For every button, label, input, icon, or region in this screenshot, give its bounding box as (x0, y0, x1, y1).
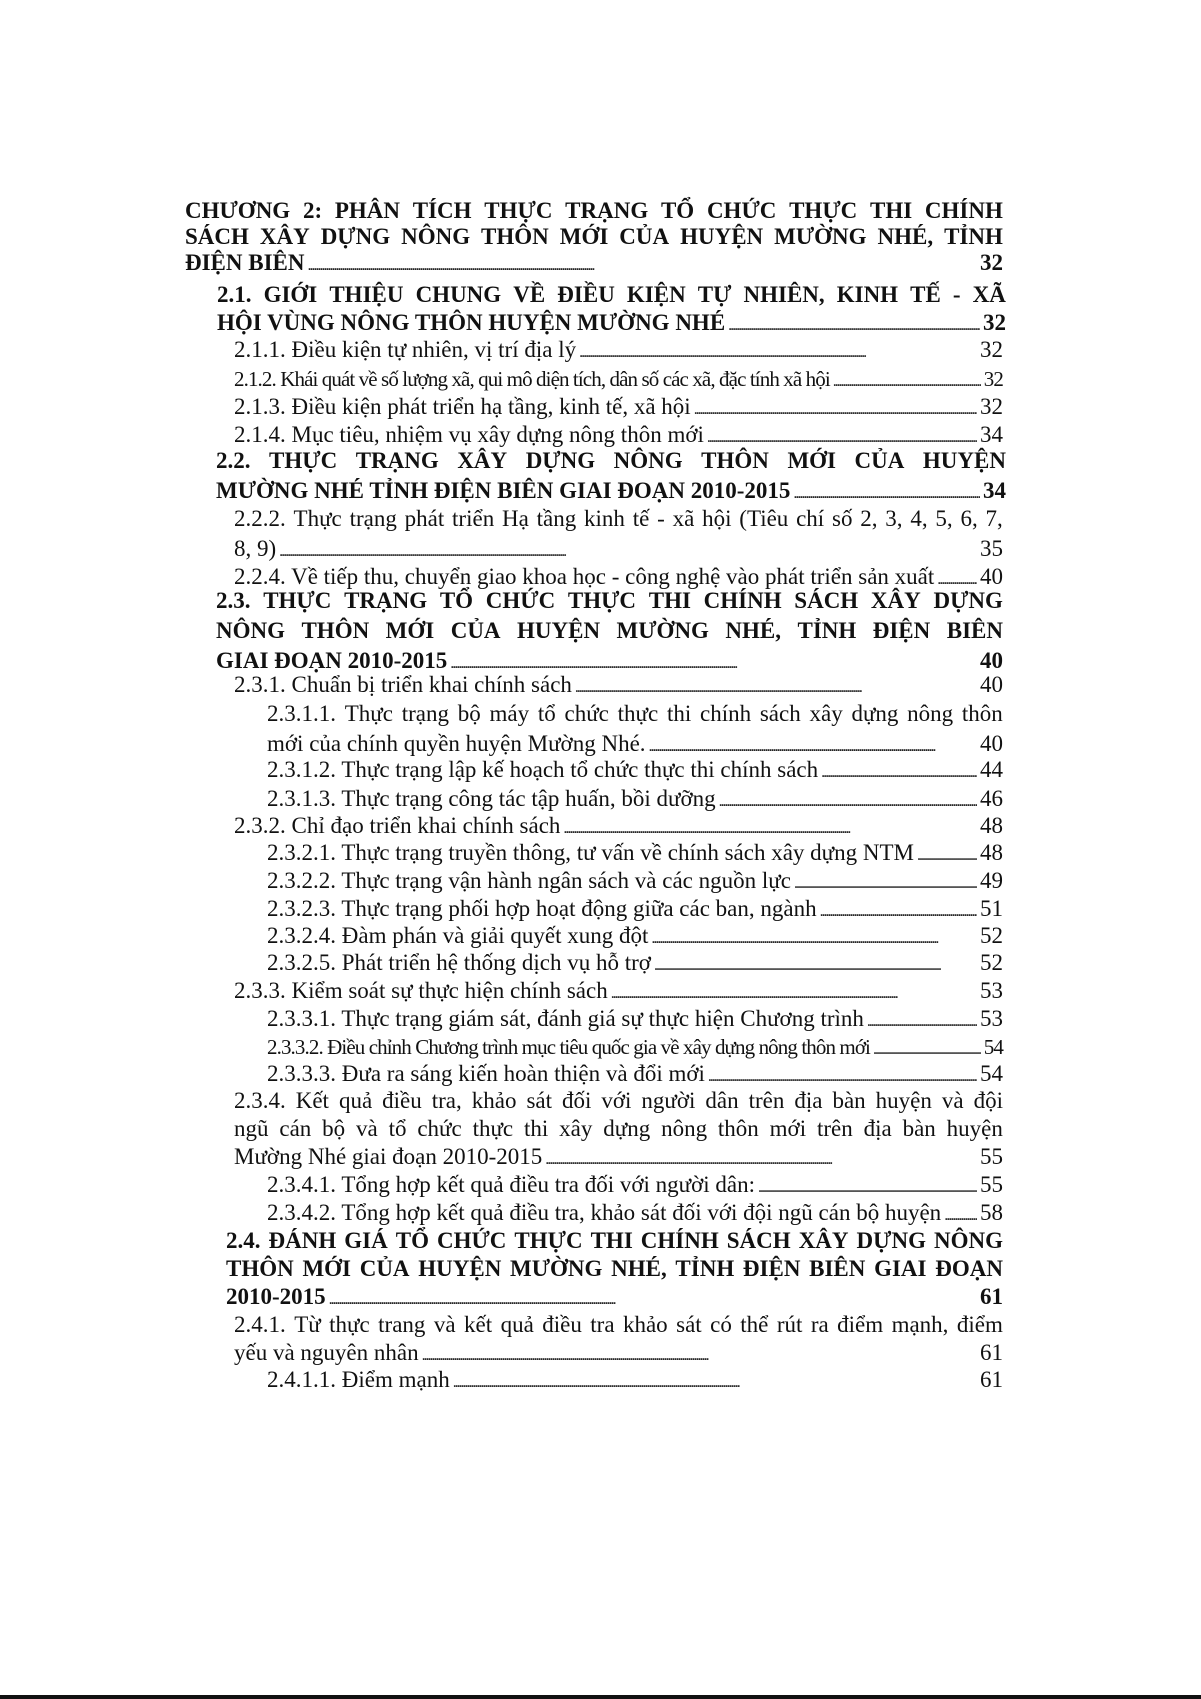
toc-entry[interactable] (234, 504, 1003, 564)
toc-entry-title: 2.3.2. Chỉ đạo triển khai chính sách (234, 813, 561, 838)
toc-entry-title: 2.1.1. Điều kiện tự nhiên, vị trí địa lý (234, 337, 577, 362)
toc-page-number: 40 (980, 564, 1003, 589)
toc-page-number: 32 (980, 394, 1003, 419)
toc-page-number: 35 (980, 536, 1003, 561)
toc-entry-text-line: 2.4. ĐÁNH GIÁ TỔ CHỨC THỰC THI CHÍNH SÁCH XÂY DỰNG NÔNG (226, 1228, 1003, 1253)
toc-page-number: 32 (983, 367, 1003, 391)
toc-entry[interactable] (185, 196, 1003, 276)
toc-entry-title: 2.3.2.4. Đàm phán và giải quyết xung đột (267, 923, 649, 948)
toc-entry-title: 2.1.4. Mục tiêu, nhiệm vụ xây dựng nông thôn mới (234, 422, 704, 447)
toc-entry[interactable] (267, 838, 1003, 868)
toc-entry[interactable] (234, 1086, 1003, 1172)
toc-page-number: 48 (980, 813, 1003, 838)
dot-leader (873, 1032, 981, 1062)
dot-leader (279, 534, 977, 564)
toc-page-number: 54 (980, 1061, 1003, 1086)
toc-page-number: 58 (980, 1200, 1003, 1225)
toc-page-number: 32 (983, 310, 1006, 335)
toc-entry[interactable] (267, 1365, 1003, 1395)
toc-page-number: 61 (980, 1367, 1003, 1392)
dot-leader (422, 1338, 977, 1368)
toc-entry-title: 2.3.1. Chuẩn bị triển khai chính sách (234, 672, 572, 697)
dot-leader (453, 1365, 977, 1395)
toc-entry-title: 2.1.3. Điều kiện phát triển hạ tầng, kinh tế, xã hội (234, 394, 691, 419)
toc-page-number: 49 (980, 868, 1003, 893)
dot-leader (654, 948, 977, 978)
toc-page-number: 53 (980, 1006, 1003, 1031)
dot-leader (563, 811, 977, 841)
toc-entry[interactable] (267, 894, 1003, 924)
toc-entry-title: ĐIỆN BIÊN (185, 250, 305, 275)
toc-entry-title: HỘI VÙNG NÔNG THÔN HUYỆN MƯỜNG NHÉ (217, 310, 726, 335)
dot-leader (545, 1142, 977, 1172)
dot-leader (708, 1059, 977, 1089)
toc-entry-text-line: THÔN MỚI CỦA HUYỆN MƯỜNG NHÉ, TỈNH ĐIỆN BIÊN GIAI ĐOẠN (226, 1256, 1003, 1281)
toc-entry[interactable] (267, 1032, 1003, 1062)
dot-leader (917, 838, 977, 868)
toc-entry-title: 2.3.4.1. Tổng hợp kết quả điều tra đối với người dân: (267, 1172, 756, 1197)
toc-page-number: 34 (983, 478, 1006, 503)
toc-entry-title: 2.4.1.1. Điểm mạnh (267, 1367, 450, 1392)
toc-page-number: 40 (980, 648, 1003, 673)
toc-page-number: 55 (980, 1172, 1003, 1197)
toc-entry-title: 2.3.2.3. Thực trạng phối hợp hoạt động giữa các ban, ngành (267, 896, 817, 921)
toc-entry[interactable] (234, 1310, 1003, 1368)
dot-leader (651, 921, 977, 951)
toc-page-number: 40 (980, 672, 1003, 697)
toc-page-number: 46 (980, 786, 1003, 811)
toc-page-number: 61 (980, 1340, 1003, 1365)
dot-leader (579, 335, 977, 365)
toc-entry[interactable] (216, 586, 1003, 676)
dot-leader (575, 670, 977, 700)
toc-entry-text-line: 2.3.4. Kết quả điều tra, khảo sát đối với người dân trên địa bàn huyện và đội (234, 1088, 1003, 1113)
toc-entry[interactable] (267, 699, 1003, 757)
toc-page-number: 32 (980, 337, 1003, 362)
toc-page-number: 52 (980, 950, 1003, 975)
toc-entry[interactable] (234, 335, 1003, 365)
toc-page-number: 61 (980, 1284, 1003, 1309)
dot-leader (944, 1198, 977, 1228)
toc-entry-text-line: 2.2. THỰC TRẠNG XÂY DỰNG NÔNG THÔN MỚI CỦA HUYỆN (216, 448, 1006, 473)
toc-entry-title: 2.1.2. Khái quát về số lượng xã, qui mô diện tích, dân số các xã, đặc tính xã hội (234, 367, 830, 391)
toc-page-number: 44 (980, 757, 1003, 782)
toc-entry-title: 2.3.2.2. Thực trạng vận hành ngân sách và các nguồn lực (267, 868, 791, 893)
toc-entry[interactable] (267, 921, 1003, 951)
toc-page-number: 52 (980, 923, 1003, 948)
toc-page-number: 48 (980, 840, 1003, 865)
dot-leader (793, 476, 980, 506)
dot-leader (821, 755, 977, 785)
toc-page-number: 51 (980, 896, 1003, 921)
toc-page-number: 54 (983, 1035, 1003, 1059)
toc-entry-title: 2.3.3.3. Đưa ra sáng kiến hoàn thiện và đổi mới (267, 1061, 705, 1086)
toc-entry-title: 2.3.1.2. Thực trạng lập kế hoạch tổ chức thực thi chính sách (267, 757, 819, 782)
toc-entry[interactable] (267, 755, 1003, 785)
toc-page-number: 55 (980, 1144, 1003, 1169)
toc-entry-title: MƯỜNG NHÉ TỈNH ĐIỆN BIÊN GIAI ĐOẠN 2010-2015 (216, 478, 791, 503)
toc-entry-text-line: 2.3.1.1. Thực trạng bộ máy tổ chức thực thi chính sách xây dựng nông thôn (267, 701, 1003, 726)
toc-entry-text-line: CHƯƠNG 2: PHÂN TÍCH THỰC TRẠNG TỔ CHỨC THỰC THI CHÍNH (185, 198, 1003, 223)
toc-entry-title: 2.3.2.1. Thực trạng truyền thông, tư vấn về chính sách xây dựng NTM (267, 840, 914, 865)
toc-entry-title: 2.3.4.2. Tổng hợp kết quả điều tra, khảo sát đối với đội ngũ cán bộ huyện (267, 1200, 942, 1225)
toc-entry[interactable] (234, 670, 1003, 700)
toc-page-number: 32 (980, 250, 1003, 275)
dot-leader (308, 248, 977, 278)
toc-entry-text-line: ngũ cán bộ và tổ chức thực thi xây dựng nông thôn mới trên địa bàn huyện (234, 1116, 1003, 1141)
toc-entry-title: 2.3.3. Kiểm soát sự thực hiện chính sách (234, 978, 608, 1003)
toc-entry[interactable] (217, 280, 1006, 336)
toc-entry-title: 2.3.3.1. Thực trạng giám sát, đánh giá sự thực hiện Chương trình (267, 1006, 864, 1031)
toc-entry-title: 2.3.1.3. Thực trạng công tác tập huấn, bồi dưỡng (267, 786, 716, 811)
dot-leader (694, 392, 977, 422)
bottom-rule (0, 1695, 1201, 1699)
toc-entry[interactable] (234, 392, 1003, 422)
toc-entry[interactable] (267, 1170, 1003, 1200)
toc-entry-title: mới của chính quyền huyện Mường Nhé. (267, 731, 646, 756)
toc-entry-text-line: SÁCH XÂY DỰNG NÔNG THÔN MỚI CỦA HUYỆN MƯỜNG NHÉ, TỈNH (185, 224, 1003, 249)
toc-entry[interactable] (234, 364, 1003, 394)
toc-page-number: 34 (980, 422, 1003, 447)
toc-entry[interactable] (267, 784, 1003, 814)
toc-entry[interactable] (267, 1059, 1003, 1089)
dot-leader (833, 364, 981, 394)
toc-entry[interactable] (267, 948, 1003, 978)
dot-leader (867, 1004, 977, 1034)
toc-entry[interactable] (234, 976, 1003, 1006)
dot-leader (611, 976, 977, 1006)
toc-entry[interactable] (267, 1198, 1003, 1228)
toc-entry-text-line: NÔNG THÔN MỚI CỦA HUYỆN MƯỜNG NHÉ, TỈNH ĐIỆN BIÊN (216, 618, 1003, 643)
toc-page-number: 40 (980, 731, 1003, 756)
toc-entry-title: 2.3.3.2. Điều chỉnh Chương trình mục tiêu quốc gia về xây dựng nông thôn mới (267, 1035, 870, 1059)
toc-entry-title: Mường Nhé giai đoạn 2010-2015 (234, 1144, 543, 1169)
dot-leader (794, 866, 977, 896)
toc-entry[interactable] (234, 811, 1003, 841)
toc-entry-title: GIAI ĐOẠN 2010-2015 (216, 648, 448, 673)
dot-leader (719, 784, 977, 814)
dot-leader (820, 894, 977, 924)
toc-entry-title: 2010-2015 (226, 1284, 326, 1309)
dot-leader (329, 1282, 977, 1312)
toc-entry[interactable] (267, 866, 1003, 896)
toc-entry-text-line: 2.4.1. Từ thực trang và kết quả điều tra khảo sát có thể rút ra điểm mạnh, điểm (234, 1312, 1003, 1337)
toc-entry-title: 2.2.4. Về tiếp thu, chuyển giao khoa học - công nghệ vào phát triển sản xuất (234, 564, 935, 589)
toc-entry[interactable] (226, 1226, 1003, 1310)
toc-page-number: 53 (980, 978, 1003, 1003)
toc-entry-title: 2.3.2.5. Phát triển hệ thống dịch vụ hỗ trợ (267, 950, 651, 975)
toc-entry-text-line: 2.1. GIỚI THIỆU CHUNG VỀ ĐIỀU KIỆN TỰ NHIÊN, KINH TẾ - XÃ (217, 282, 1006, 307)
toc-entry[interactable] (267, 1004, 1003, 1034)
toc-entry[interactable] (216, 446, 1006, 506)
dot-leader (758, 1170, 977, 1200)
toc-entry-text-line: 2.3. THỰC TRẠNG TỔ CHỨC THỰC THI CHÍNH SÁCH XÂY DỰNG (216, 588, 1003, 613)
dot-leader (728, 308, 980, 338)
toc-entry-title: 8, 9) (234, 536, 277, 561)
toc-entry-text-line: 2.2.2. Thực trạng phát triển Hạ tầng kinh tế - xã hội (Tiêu chí số 2, 3, 4, 5, 6, 7, (234, 506, 1003, 531)
toc-entry-title: yếu và nguyên nhân (234, 1340, 419, 1365)
